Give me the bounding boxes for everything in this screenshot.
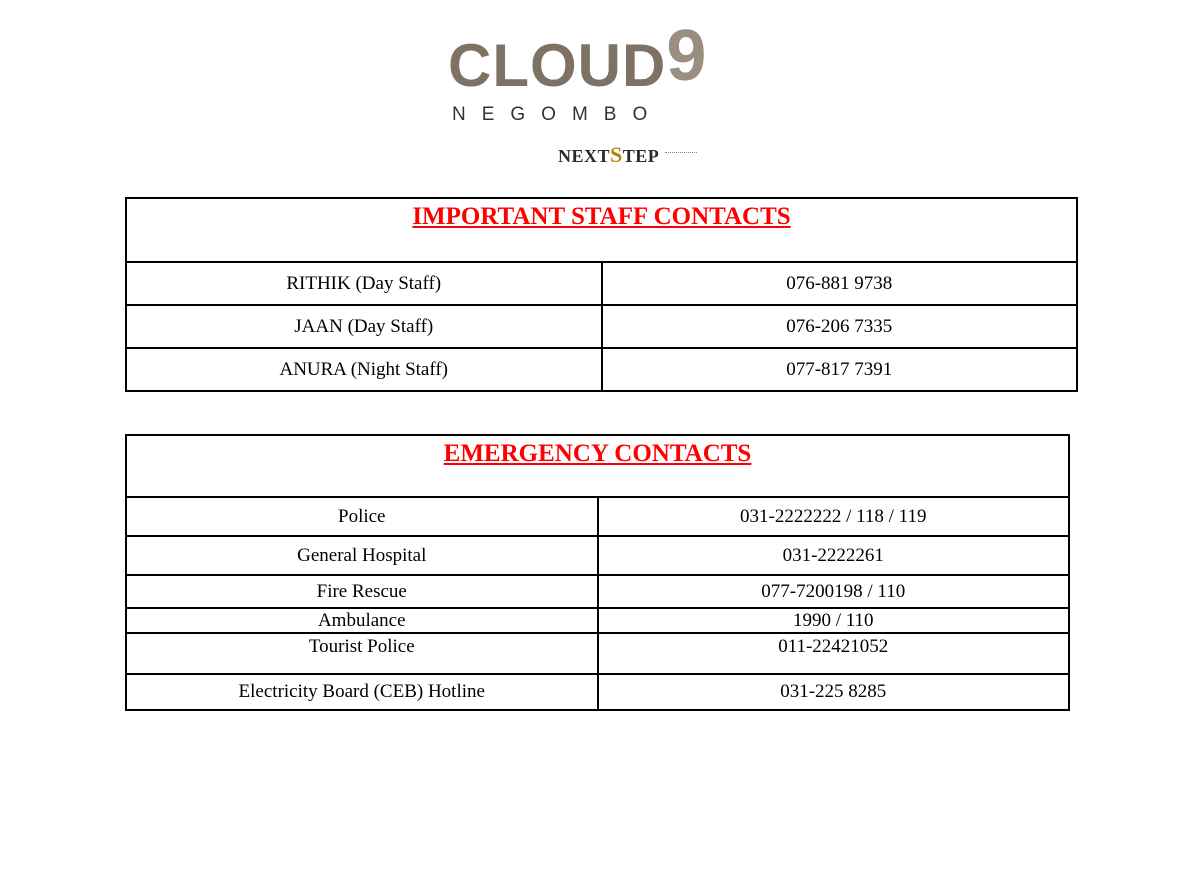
contact-phone: 1990 / 110: [598, 608, 1070, 633]
logo-location: NEGOMBO: [452, 104, 664, 125]
table-row: [126, 674, 1069, 710]
contact-name: ANURA (Night Staff): [126, 348, 602, 391]
table-row: [126, 348, 1077, 391]
staff-title: IMPORTANT STAFF CONTACTS: [412, 203, 791, 230]
contact-name: RITHIK (Day Staff): [126, 262, 602, 305]
table-row: [126, 633, 1069, 674]
emergency-contacts-table: [125, 434, 1070, 711]
table-row: [126, 305, 1077, 348]
staff-title-cell: [126, 198, 1077, 262]
table-header-row: [126, 198, 1077, 262]
contact-phone: 077-7200198 / 110: [598, 575, 1070, 608]
logo-brand-prefix: NEXT: [558, 146, 611, 166]
table-row: [126, 497, 1069, 536]
contact-phone: 077-817 7391: [602, 348, 1078, 391]
contact-name: Electricity Board (CEB) Hotline: [126, 674, 598, 710]
logo-brand-suffix: TEP: [622, 146, 660, 166]
contact-name: JAAN (Day Staff): [126, 305, 602, 348]
logo-main-text: CLOUD: [448, 32, 667, 99]
table-row: [126, 575, 1069, 608]
contact-name: Police: [126, 497, 598, 536]
logo-brand: [558, 142, 659, 168]
contact-phone: 076-881 9738: [602, 262, 1078, 305]
table-row: [126, 536, 1069, 575]
emergency-title: EMERGENCY CONTACTS: [443, 440, 752, 467]
contact-phone: 076-206 7335: [602, 305, 1078, 348]
contact-name: Fire Rescue: [126, 575, 598, 608]
contact-phone: 031-2222261: [598, 536, 1070, 575]
logo-tagline-mark: [665, 152, 697, 155]
contact-name: Tourist Police: [126, 633, 598, 674]
logo-wordmark: [448, 16, 708, 99]
table-row: [126, 262, 1077, 305]
contact-name: General Hospital: [126, 536, 598, 575]
table-header-row: [126, 435, 1069, 497]
contact-phone: 011-22421052: [598, 633, 1070, 674]
logo-brand-s: S: [610, 142, 623, 167]
table-row: [126, 608, 1069, 633]
staff-contacts-table: [125, 197, 1078, 392]
contact-phone: 031-225 8285: [598, 674, 1070, 710]
cloud9-logo: [440, 16, 720, 172]
contact-name: Ambulance: [126, 608, 598, 633]
emergency-title-cell: [126, 435, 1069, 497]
logo-main-digit: 9: [666, 16, 708, 96]
contact-phone: 031-2222222 / 118 / 119: [598, 497, 1070, 536]
